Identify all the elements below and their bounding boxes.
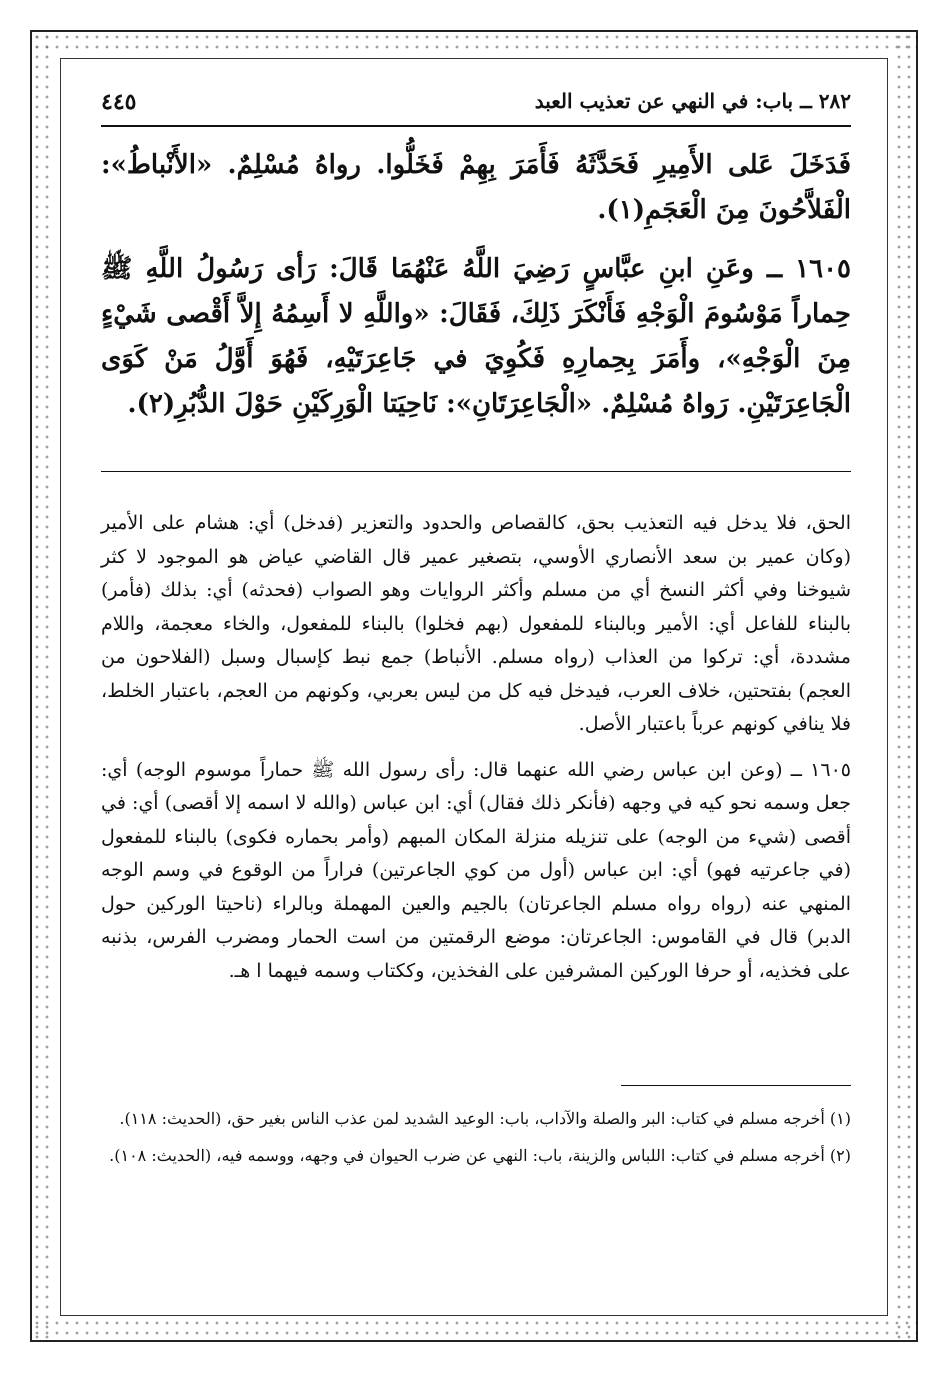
footnote-rule: [621, 1085, 851, 1086]
footnote: (٢) أخرجه مسلم في كتاب: اللباس والزينة، باب: النهي عن ضرب الحيوان في وجهه، ووسمه فيه، (الحديث: ١٠٨).: [109, 1146, 851, 1165]
page-content: [60, 58, 888, 1316]
commentary-paragraph: ١٦٠٥ ــ (وعن ابن عباس رضي الله عنهما قال: رأى رسول الله ﷺ حماراً موسوم الوجه) أي: جعل وسمه نحو كيه في وجهه (فأنكر ذلك فقال) أي: ابن عباس (والله لا اسمه إلا أقصى) أي: في أقصى (شيء من الوجه) على تنزيله منزلة المكان المبهم (وأمر بحماره فكوى) بالبناء للمفعول (في جاعرتيه فهو) أي: ابن عباس (أول من كوي الجاعرتين) فراراً من الوقوع في وسم الوجه المنهي عنه (رواه رواه مسلم الجاعرتان) بالجيم والعين المهملة وبالراء (ناحيتا الوركين حول الدبر) قال في القاموس: الجاعرتان: موضع الرقمتين من است الحمار ومضرب الفرس، بذنبه على فخذيه، أو حرفا الوركين المشرفين على الفخذين، وككتاب وسمه فيهما ا هـ.: [101, 758, 851, 982]
footnotes: [101, 1105, 851, 1179]
border-ornament-top: [32, 32, 916, 54]
running-title: ٢٨٢ ــ باب: في النهي عن تعذيب العبد: [534, 89, 851, 113]
main-text: [101, 143, 851, 441]
commentary: [101, 507, 851, 1000]
page-number: ٤٤٥: [101, 89, 137, 115]
commentary-paragraph: الحق، فلا يدخل فيه التعذيب بحق، كالقصاص والحدود والتعزير (فدخل) أي: هشام على الأمير (وكان عمير بن سعد الأنصاري الأوسي، بتصغير عمير قال القاضي عياض هو الموجود لا كثر شيوخنا وفي أكثر النسخ أي من مسلم وأكثر الروايات وهو الصواب (فحدثه) أي: بذلك (فأمر) بالبناء للفاعل أي: الأمير وبالبناء للمفعول (بهم فخلوا) بالبناء للمفعول، والخاء معجمة، واللام مشددة، أي: تركوا من العذاب (رواه مسلم. الأنباط) جمع نبط كإسبال وسبل (الفلاحون من العجم) بفتحتين، خلاف العرب، فيدخل فيه كل من ليس بعربي، وكونهم من العجم، باعتبار الخلط، فلا ينافي كونهم عرباً باعتبار الأصل.: [101, 512, 851, 735]
border-ornament-left: [32, 32, 54, 1340]
hadith-paragraph: ١٦٠٥ ــ وعَنِ ابنِ عبَّاسٍ رَضِيَ اللَّهُ عَنْهُمَا قَالَ: رَأى رَسُولُ اللَّهِ ﷺ حِماراً مَوْسُومَ الْوَجْهِ فَأَنْكَرَ ذَلِكَ، فَقَالَ: «واللَّهِ لا أَسِمُهُ إِلاَّ أَقْصى شَيْءٍ مِنَ الْوَجْهِ»، وأَمَرَ بِحِمارِهِ فَكُوِيَ في جَاعِرَتَيْهِ، فَهُوَ أَوَّلُ مَنْ كَوَى الْجَاعِرَتَيْنِ. رَواهُ مُسْلِمٌ. «الْجَاعِرَتَانِ»: نَاحِيَتا الْوَرِكَيْنِ حَوْلَ الدُّبُرِ(٢).: [101, 254, 851, 419]
border-ornament-bottom: [32, 1318, 916, 1340]
section-divider: [101, 471, 851, 472]
footnote: (١) أخرجه مسلم في كتاب: البر والصلة والآداب، باب: الوعيد الشديد لمن عذب الناس بغير حق، (الحديث: ١١٨).: [119, 1109, 851, 1128]
main-paragraph: فَدَخَلَ عَلى الأَمِيرِ فَحَدَّثَهُ فَأَمَرَ بِهِمْ فَخَلُّوا. رواهُ مُسْلِمٌ. «الأَنْباطُ»: الْفَلاَّحُونَ مِنَ الْعَجَمِ(١).: [101, 150, 851, 225]
border-ornament-right: [894, 32, 916, 1340]
header-rule: [101, 125, 851, 127]
page-header: [101, 89, 851, 123]
